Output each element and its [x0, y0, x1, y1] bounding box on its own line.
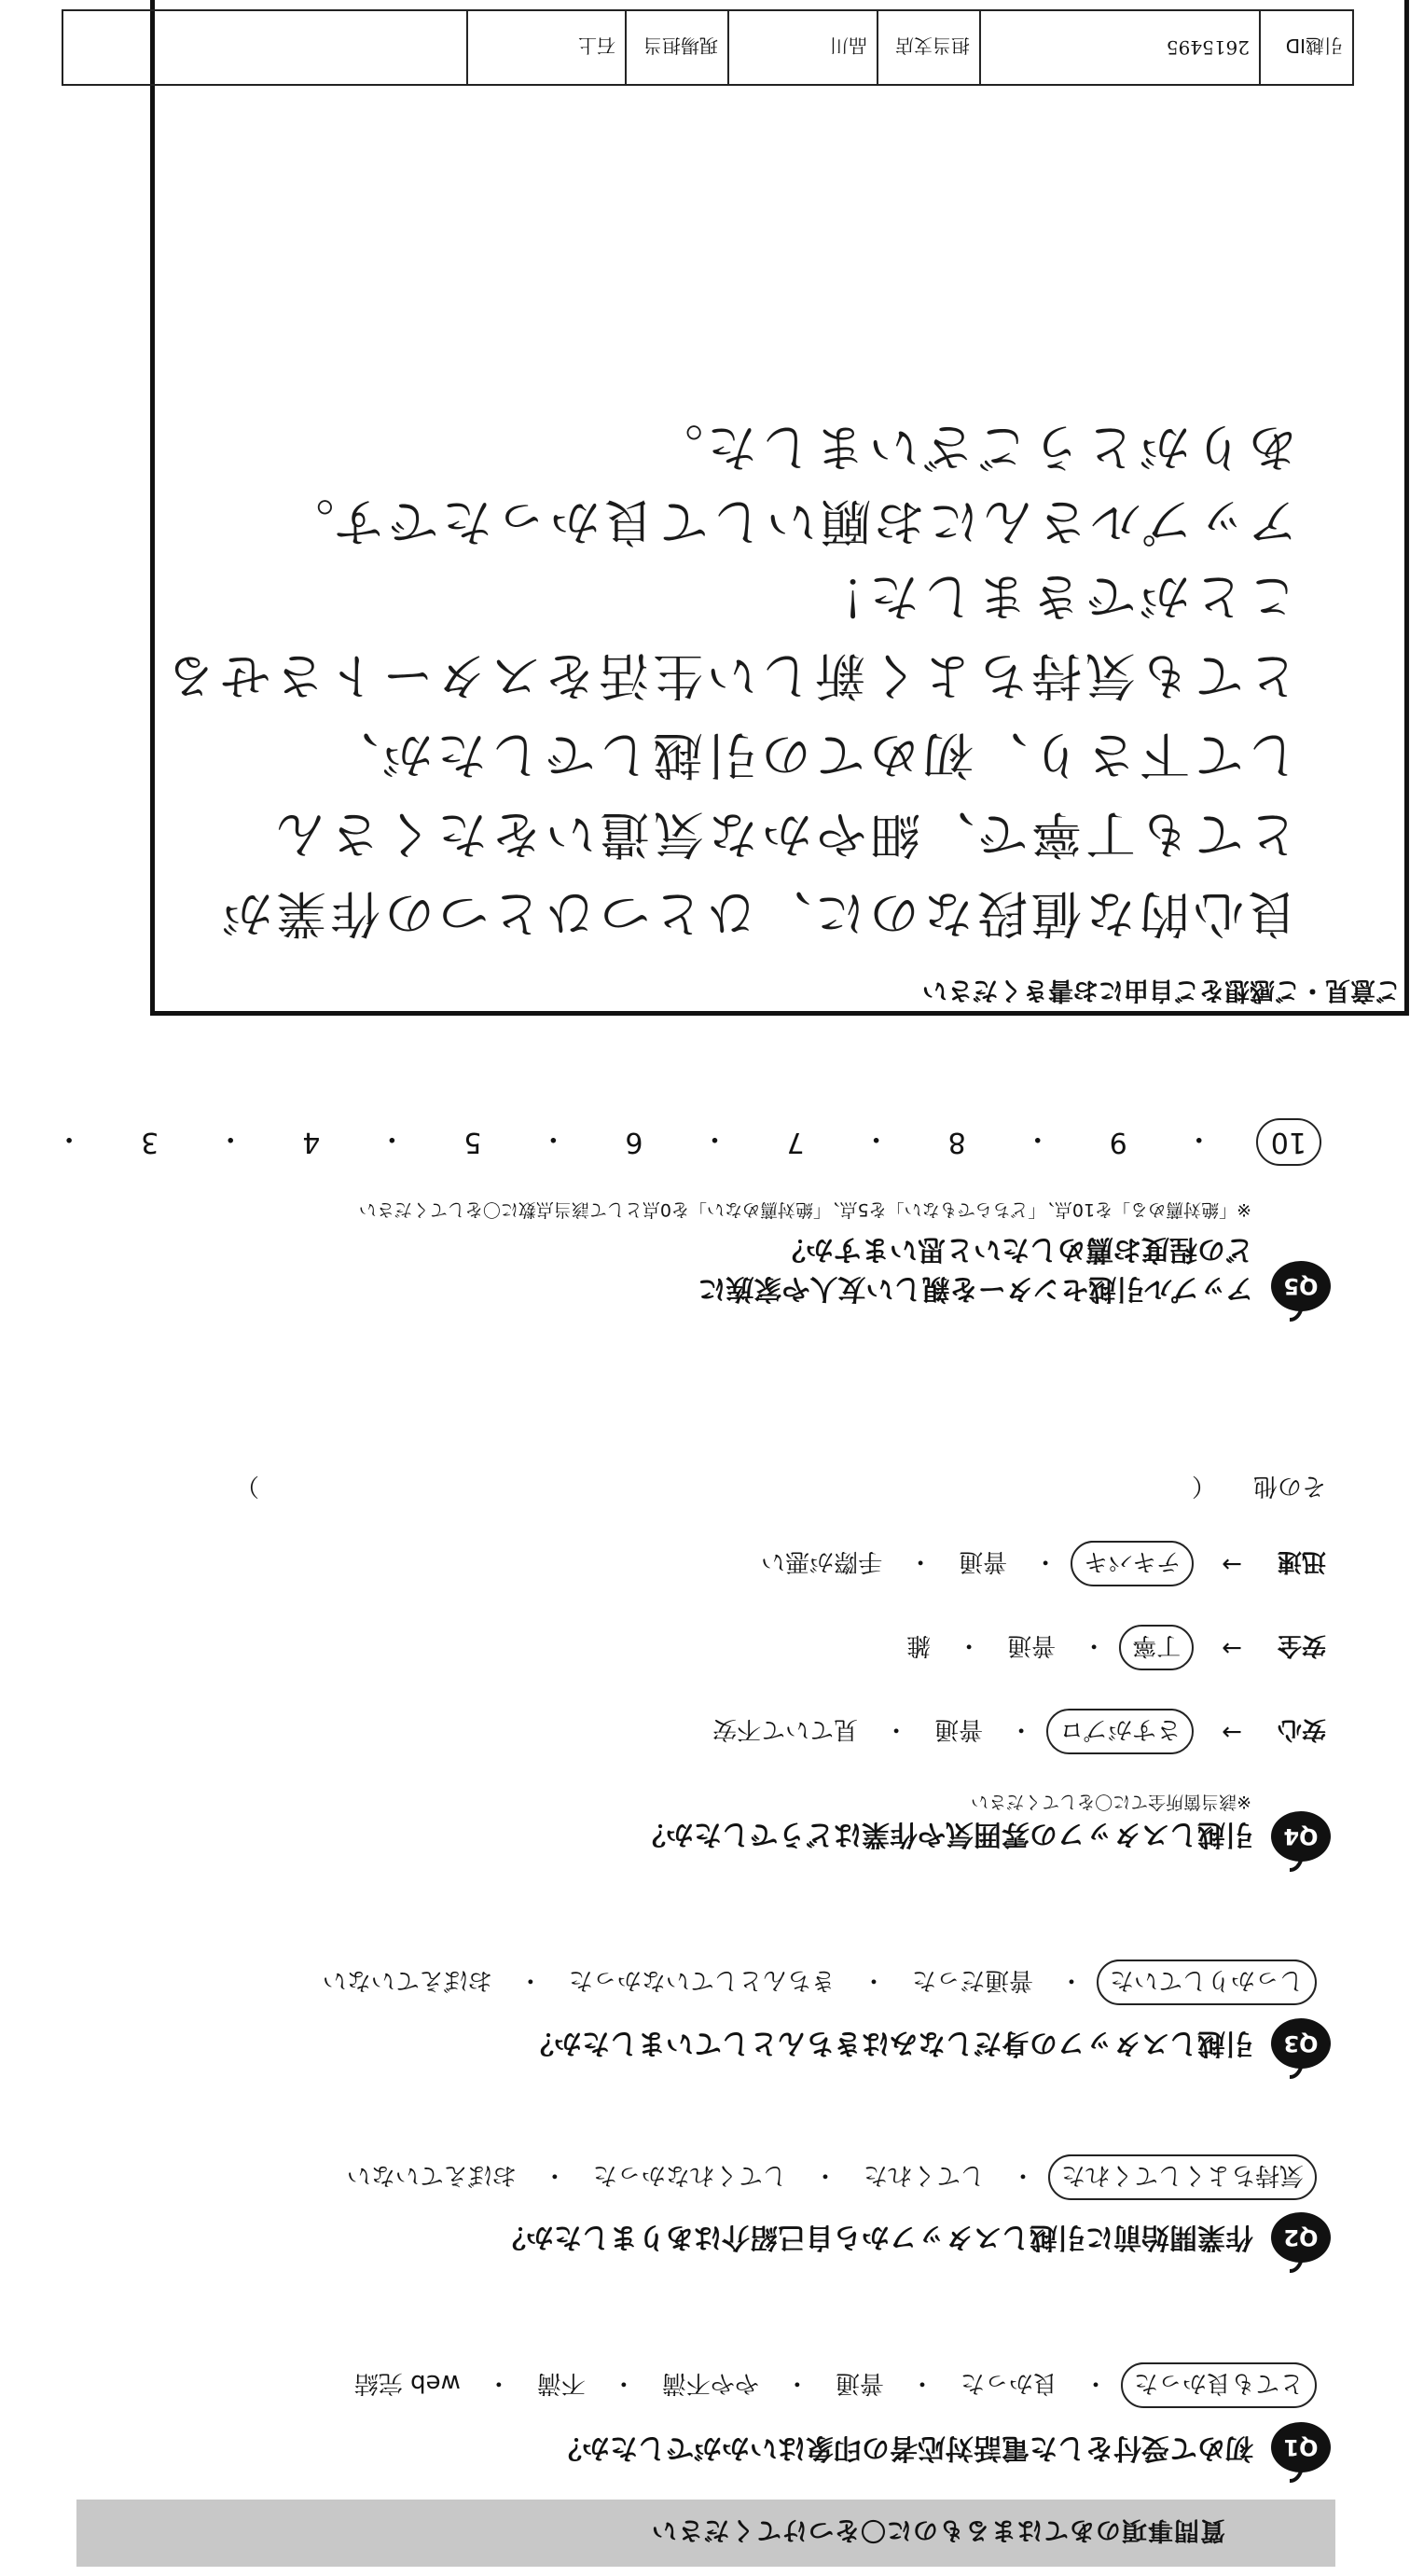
q4-row-label: 安全: [1277, 1631, 1326, 1660]
q4-row-label: 迅速: [1277, 1547, 1326, 1576]
q1-separator: ・: [784, 2369, 809, 2397]
staff-value: 石上: [466, 11, 625, 84]
svg-text:Q3: Q3: [1283, 2030, 1319, 2057]
q4-row-2-option-2[interactable]: 普通: [1007, 1631, 1057, 1660]
q2-separator: ・: [542, 2161, 567, 2189]
comment-line-3: して下さり、初めての引越しでしたが、: [325, 726, 1298, 784]
q5-score-2[interactable]: [0, 1118, 12, 1166]
q1-separator: ・: [909, 2369, 934, 2397]
q2-question: 作業開始前に引越しスタッフから自己紹介はありましたか？: [498, 2221, 1253, 2253]
q1-option-3[interactable]: 普通: [835, 2369, 884, 2397]
q5-score-5[interactable]: 5: [463, 1126, 482, 1158]
q5-score-4[interactable]: 4: [302, 1126, 321, 1158]
q2-separator: ・: [812, 2161, 837, 2189]
q4-other-label: その他: [1252, 1472, 1326, 1500]
q3-options: [310, 1960, 1317, 2005]
q3-separator: ・: [1058, 1966, 1084, 1994]
q2-options: [334, 2154, 1317, 2200]
q3-option-3[interactable]: きちんとしていなかった: [568, 1966, 836, 1994]
q2-option-3[interactable]: してくれなかった: [592, 2161, 787, 2189]
q5-score-3[interactable]: 3: [141, 1126, 159, 1158]
q4-other: [114, 1471, 1326, 1505]
q5-scale-separator: ・: [1184, 1122, 1213, 1156]
q4-other-close: ）: [234, 1472, 259, 1500]
branch-label: 担当支店: [877, 11, 979, 84]
q5-scale-separator: ・: [55, 1122, 84, 1156]
q4-row-2-option-1[interactable]: 丁寧: [1119, 1626, 1194, 1671]
q5-score-10[interactable]: 10: [1256, 1118, 1321, 1166]
comment-line-1: 良心的な値段なのに、ひとつひとつの作業が: [218, 884, 1298, 943]
svg-text:Q5: Q5: [1283, 1273, 1319, 1299]
q4-row-1-option-2[interactable]: 普通: [934, 1715, 984, 1744]
q2-apple-badge-icon: [1268, 2209, 1334, 2273]
q3-option-1[interactable]: しっかりしていた: [1097, 1960, 1317, 2005]
q5-scale-separator: ・: [1023, 1122, 1052, 1156]
q4-row-1: [699, 1690, 1326, 1774]
arrow-right-icon: →: [1222, 1718, 1242, 1746]
q5-score-8[interactable]: 8: [947, 1126, 966, 1158]
q5-note: ※「絶対薦める」を10点、「どちらでもない」を5点、「絶対薦めない」を0点として該当点数に〇をしてください: [358, 1199, 1251, 1220]
q1-option-6[interactable]: web 完結: [353, 2369, 461, 2397]
q3-question: 引越しスタッフの身だしなみはきちんとしていましたか？: [526, 2027, 1253, 2059]
q5-question-line2: どの程度お薦めしたいと思いますか？: [778, 1233, 1253, 1266]
q2-option-1[interactable]: 気持ちよくしてくれた: [1048, 2154, 1317, 2200]
comment-line-5: ことができました！: [811, 567, 1298, 626]
q4-question: 引越しスタッフの雰囲気や作業はどうでしたか？: [638, 1818, 1253, 1850]
q5-question-line1: アップル引越センターを親しい友人や家族に: [698, 1272, 1253, 1305]
q1-options: [341, 2362, 1317, 2408]
q4-row-2-option-3[interactable]: 雑: [906, 1631, 932, 1660]
q4-separator: ・: [908, 1547, 933, 1576]
q4-row-2: [699, 1606, 1326, 1690]
comment-line-7: ありがとうございました。: [649, 418, 1298, 477]
comment-line-2: とても丁寧で、細やかな気遣いをたくさん: [271, 805, 1298, 864]
id-table: [62, 9, 1354, 86]
q5-scale-separator: ・: [539, 1122, 568, 1156]
q5-apple-badge-icon: [1268, 1258, 1334, 1322]
q3-separator: ・: [861, 1966, 886, 1994]
id-label: 引越ID: [1259, 11, 1352, 84]
comment-line-4: とても気持ちよく新しい生活をスタートさせる: [162, 646, 1298, 705]
q4-row-1-option-3[interactable]: 見ていて不安: [712, 1715, 859, 1744]
q4-row-3-option-3[interactable]: 手際が悪い: [761, 1547, 883, 1576]
q1-option-4[interactable]: やや不満: [661, 2369, 759, 2397]
q3-apple-badge-icon: [1268, 2015, 1334, 2079]
instruction-banner: 質問事項のあてはまるものに〇をつけてください: [76, 2500, 1335, 2567]
q1-apple-badge-icon: [1268, 2419, 1334, 2483]
q3-separator: ・: [518, 1966, 543, 1994]
q4-row-1-option-1[interactable]: さすがプロ: [1046, 1710, 1194, 1755]
q1-separator: ・: [1083, 2369, 1108, 2397]
q4-apple-badge-icon: [1268, 1808, 1334, 1872]
branch-value: 品川: [727, 11, 877, 84]
svg-text:Q2: Q2: [1283, 2224, 1319, 2251]
q4-separator: ・: [884, 1715, 909, 1744]
q2-option-4[interactable]: おぼえていない: [346, 2161, 517, 2189]
q4-row-3: [699, 1522, 1326, 1606]
q1-question: 初めて受付をした電話対応者の印象はいかがでしたか？: [554, 2431, 1253, 2464]
q4-rows: [699, 1522, 1326, 1774]
q5-scale-separator: ・: [378, 1122, 407, 1156]
q4-separator: ・: [1009, 1715, 1034, 1744]
arrow-right-icon: →: [1222, 1634, 1242, 1662]
q3-option-2[interactable]: 普通だった: [911, 1966, 1033, 1994]
q1-option-2[interactable]: 良かった: [960, 2369, 1058, 2397]
q5-scale-separator: ・: [700, 1122, 729, 1156]
q5-scale-separator: ・: [216, 1122, 245, 1156]
q5-scale: [0, 1118, 1321, 1166]
q2-option-2[interactable]: してくれた: [863, 2161, 985, 2189]
q5-score-6[interactable]: 6: [625, 1126, 643, 1158]
q3-option-4[interactable]: おぼえていない: [322, 1966, 492, 1994]
q2-separator: ・: [1010, 2161, 1035, 2189]
comment-heading: ご意見・ご感想をご自由にお書きください: [922, 976, 1401, 1004]
q1-option-5[interactable]: 不満: [536, 2369, 586, 2397]
q4-other-open: （: [1191, 1472, 1216, 1500]
q4-note: ※該当箇所全てに〇をしてください: [971, 1792, 1251, 1812]
q4-separator: ・: [957, 1631, 982, 1660]
svg-text:Q4: Q4: [1283, 1823, 1319, 1849]
q1-separator: ・: [611, 2369, 636, 2397]
staff-label: 現場担当: [625, 11, 727, 84]
q4-row-3-option-1[interactable]: テキパキ: [1071, 1542, 1194, 1587]
q5-scale-separator: ・: [862, 1122, 891, 1156]
q4-row-3-option-2[interactable]: 普通: [959, 1547, 1008, 1576]
q5-score-9[interactable]: 9: [1109, 1126, 1127, 1158]
q1-separator: ・: [486, 2369, 511, 2397]
q4-row-label: 安心: [1277, 1715, 1326, 1744]
q4-separator: ・: [1033, 1547, 1058, 1576]
arrow-right-icon: →: [1222, 1550, 1242, 1578]
blank-cell: [63, 11, 466, 84]
q1-badge-label: Q1: [1283, 2434, 1319, 2460]
q4-separator: ・: [1082, 1631, 1107, 1660]
q1-option-1[interactable]: とても良かった: [1121, 2362, 1317, 2408]
q5-score-7[interactable]: 7: [786, 1126, 805, 1158]
comment-line-6: アップルさんにお願いして良かったです。: [280, 492, 1298, 551]
id-value: 2615495: [979, 11, 1259, 84]
